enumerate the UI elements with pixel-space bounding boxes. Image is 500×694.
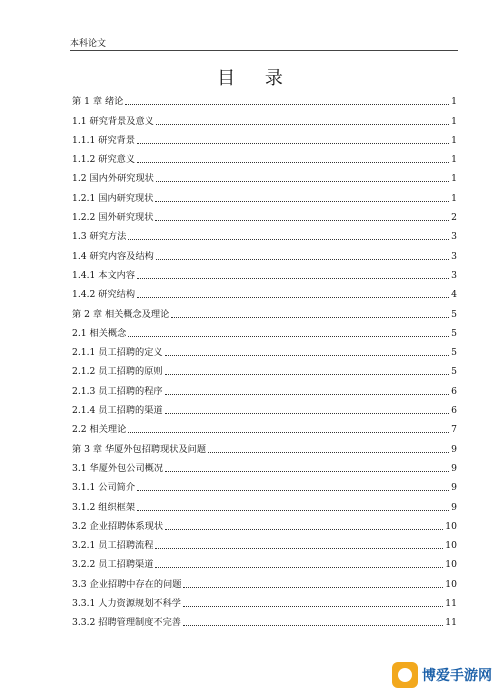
toc-entry[interactable] bbox=[72, 300, 457, 319]
toc-entry-label: 3.3.2 招聘管理制度不完善 bbox=[72, 617, 181, 629]
toc-entry-page: 9 bbox=[451, 443, 457, 455]
toc-entry-label: 3.1 华厦外包公司概况 bbox=[72, 462, 164, 474]
toc-entry-page: 4 bbox=[451, 289, 457, 301]
toc-entry[interactable] bbox=[72, 435, 457, 454]
toc-entry[interactable] bbox=[72, 377, 457, 396]
toc-entry-label: 1.1.1 研究背景 bbox=[72, 134, 136, 146]
toc-entry-label: 1.1.2 研究意义 bbox=[72, 154, 136, 166]
toc-entry-page: 5 bbox=[451, 347, 457, 359]
toc-dot-leader bbox=[165, 471, 449, 472]
toc-entry-page: 6 bbox=[451, 385, 457, 397]
toc-entry-page: 10 bbox=[445, 559, 457, 571]
toc-entry-page: 9 bbox=[451, 462, 457, 474]
toc-entry[interactable] bbox=[72, 165, 457, 184]
header-rule bbox=[70, 50, 458, 51]
toc-entry[interactable] bbox=[72, 184, 457, 203]
toc-entry-label: 2.1.2 员工招聘的原则 bbox=[72, 366, 163, 378]
toc-dot-leader bbox=[156, 181, 449, 182]
toc-dot-leader bbox=[165, 413, 450, 414]
toc-dot-leader bbox=[128, 336, 449, 337]
toc-entry-page: 11 bbox=[445, 617, 457, 629]
toc-entry-label: 1.2.1 国内研究现状 bbox=[72, 192, 154, 204]
toc-entry[interactable] bbox=[72, 590, 457, 609]
toc-dot-leader bbox=[165, 355, 450, 356]
toc-entry[interactable] bbox=[72, 513, 457, 532]
toc-dot-leader bbox=[155, 201, 449, 202]
toc-entry-page: 1 bbox=[451, 115, 457, 127]
toc-entry-label: 2.2 相关理论 bbox=[72, 424, 127, 436]
toc-entry-page: 6 bbox=[451, 405, 457, 417]
toc-entry-page: 1 bbox=[451, 173, 457, 185]
toc-entry-label: 1.3 研究方法 bbox=[72, 231, 127, 243]
toc-entry-page: 5 bbox=[451, 308, 457, 320]
toc-entry-page: 3 bbox=[451, 269, 457, 281]
toc-entry-page: 5 bbox=[451, 327, 457, 339]
toc-dot-leader bbox=[171, 317, 449, 318]
toc-entry-page: 10 bbox=[445, 520, 457, 532]
toc-entry-label: 第 1 章 绪论 bbox=[72, 96, 124, 108]
toc-entry-label: 2.1 相关概念 bbox=[72, 327, 127, 339]
toc-entry-label: 1.4.1 本文内容 bbox=[72, 269, 136, 281]
toc-dot-leader bbox=[156, 124, 449, 125]
table-of-contents bbox=[72, 88, 457, 628]
toc-entry-page: 3 bbox=[451, 250, 457, 262]
toc-entry-page: 1 bbox=[451, 154, 457, 166]
toc-entry[interactable] bbox=[72, 127, 457, 146]
toc-dot-leader bbox=[137, 143, 449, 144]
toc-entry-label: 第 3 章 华厦外包招聘现状及问题 bbox=[72, 443, 207, 455]
toc-entry[interactable] bbox=[72, 88, 457, 107]
toc-entry-page: 11 bbox=[445, 598, 457, 610]
toc-entry-label: 1.2 国内外研究现状 bbox=[72, 173, 154, 185]
toc-entry-label: 3.2 企业招聘体系现状 bbox=[72, 520, 164, 532]
toc-entry[interactable] bbox=[72, 493, 457, 512]
toc-entry-label: 2.1.1 员工招聘的定义 bbox=[72, 347, 163, 359]
toc-entry[interactable] bbox=[72, 532, 457, 551]
toc-entry[interactable] bbox=[72, 455, 457, 474]
toc-entry-label: 2.1.3 员工招聘的程序 bbox=[72, 385, 163, 397]
toc-entry-label: 3.3.1 人力资源规划不科学 bbox=[72, 598, 181, 610]
toc-entry-label: 3.1.2 组织框架 bbox=[72, 501, 136, 513]
toc-dot-leader bbox=[165, 374, 450, 375]
toc-dot-leader bbox=[155, 567, 443, 568]
toc-entry[interactable] bbox=[72, 397, 457, 416]
toc-entry[interactable] bbox=[72, 339, 457, 358]
toc-entry-page: 10 bbox=[445, 540, 457, 552]
toc-dot-leader bbox=[183, 587, 443, 588]
toc-entry-page: 9 bbox=[451, 482, 457, 494]
toc-entry[interactable] bbox=[72, 320, 457, 339]
toc-entry-label: 1.4 研究内容及结构 bbox=[72, 250, 154, 262]
toc-entry-label: 3.2.2 员工招聘渠道 bbox=[72, 559, 154, 571]
watermark bbox=[392, 662, 492, 688]
toc-entry-label: 第 2 章 相关概念及理论 bbox=[72, 308, 170, 320]
toc-entry-page: 2 bbox=[451, 212, 457, 224]
toc-entry-page: 5 bbox=[451, 366, 457, 378]
toc-entry-page: 7 bbox=[451, 424, 457, 436]
toc-entry-page: 3 bbox=[451, 231, 457, 243]
toc-entry[interactable] bbox=[72, 570, 457, 589]
toc-entry[interactable] bbox=[72, 223, 457, 242]
toc-dot-leader bbox=[137, 162, 449, 163]
toc-dot-leader bbox=[128, 432, 449, 433]
toc-dot-leader bbox=[183, 625, 443, 626]
toc-entry-label: 1.4.2 研究结构 bbox=[72, 289, 136, 301]
toc-entry-page: 1 bbox=[451, 134, 457, 146]
toc-entry[interactable] bbox=[72, 416, 457, 435]
toc-entry-label: 1.1 研究背景及意义 bbox=[72, 115, 154, 127]
toc-dot-leader bbox=[137, 278, 449, 279]
toc-entry[interactable] bbox=[72, 474, 457, 493]
toc-entry[interactable] bbox=[72, 281, 457, 300]
toc-dot-leader bbox=[155, 220, 449, 221]
toc-entry[interactable] bbox=[72, 551, 457, 570]
toc-entry[interactable] bbox=[72, 609, 457, 628]
toc-entry-page: 10 bbox=[445, 578, 457, 590]
toc-entry-label: 3.1.1 公司简介 bbox=[72, 482, 136, 494]
toc-entry-label: 1.2.2 国外研究现状 bbox=[72, 212, 154, 224]
toc-entry[interactable] bbox=[72, 146, 457, 165]
toc-entry[interactable] bbox=[72, 262, 457, 281]
toc-dot-leader bbox=[155, 548, 443, 549]
toc-entry-page: 9 bbox=[451, 501, 457, 513]
toc-dot-leader bbox=[165, 529, 443, 530]
toc-entry[interactable] bbox=[72, 107, 457, 126]
toc-dot-leader bbox=[137, 297, 449, 298]
toc-entry[interactable] bbox=[72, 242, 457, 261]
toc-entry-page: 1 bbox=[451, 192, 457, 204]
toc-dot-leader bbox=[137, 490, 449, 491]
toc-dot-leader bbox=[137, 510, 449, 511]
game-logo-icon bbox=[392, 662, 418, 688]
toc-dot-leader bbox=[165, 394, 450, 395]
toc-entry[interactable] bbox=[72, 358, 457, 377]
running-head: 本科论文 bbox=[70, 39, 107, 49]
toc-dot-leader bbox=[208, 452, 449, 453]
toc-entry-label: 3.3 企业招聘中存在的问题 bbox=[72, 578, 182, 590]
toc-dot-leader bbox=[125, 104, 449, 105]
watermark-text: 博爱手游网 bbox=[422, 668, 492, 684]
toc-dot-leader bbox=[156, 259, 449, 260]
toc-entry-label: 2.1.4 员工招聘的渠道 bbox=[72, 405, 163, 417]
toc-entry[interactable] bbox=[72, 204, 457, 223]
toc-dot-leader bbox=[183, 606, 443, 607]
toc-entry-label: 3.2.1 员工招聘流程 bbox=[72, 540, 154, 552]
toc-entry-page: 1 bbox=[451, 96, 457, 108]
toc-title: 目 录 bbox=[217, 68, 295, 89]
toc-dot-leader bbox=[128, 239, 449, 240]
